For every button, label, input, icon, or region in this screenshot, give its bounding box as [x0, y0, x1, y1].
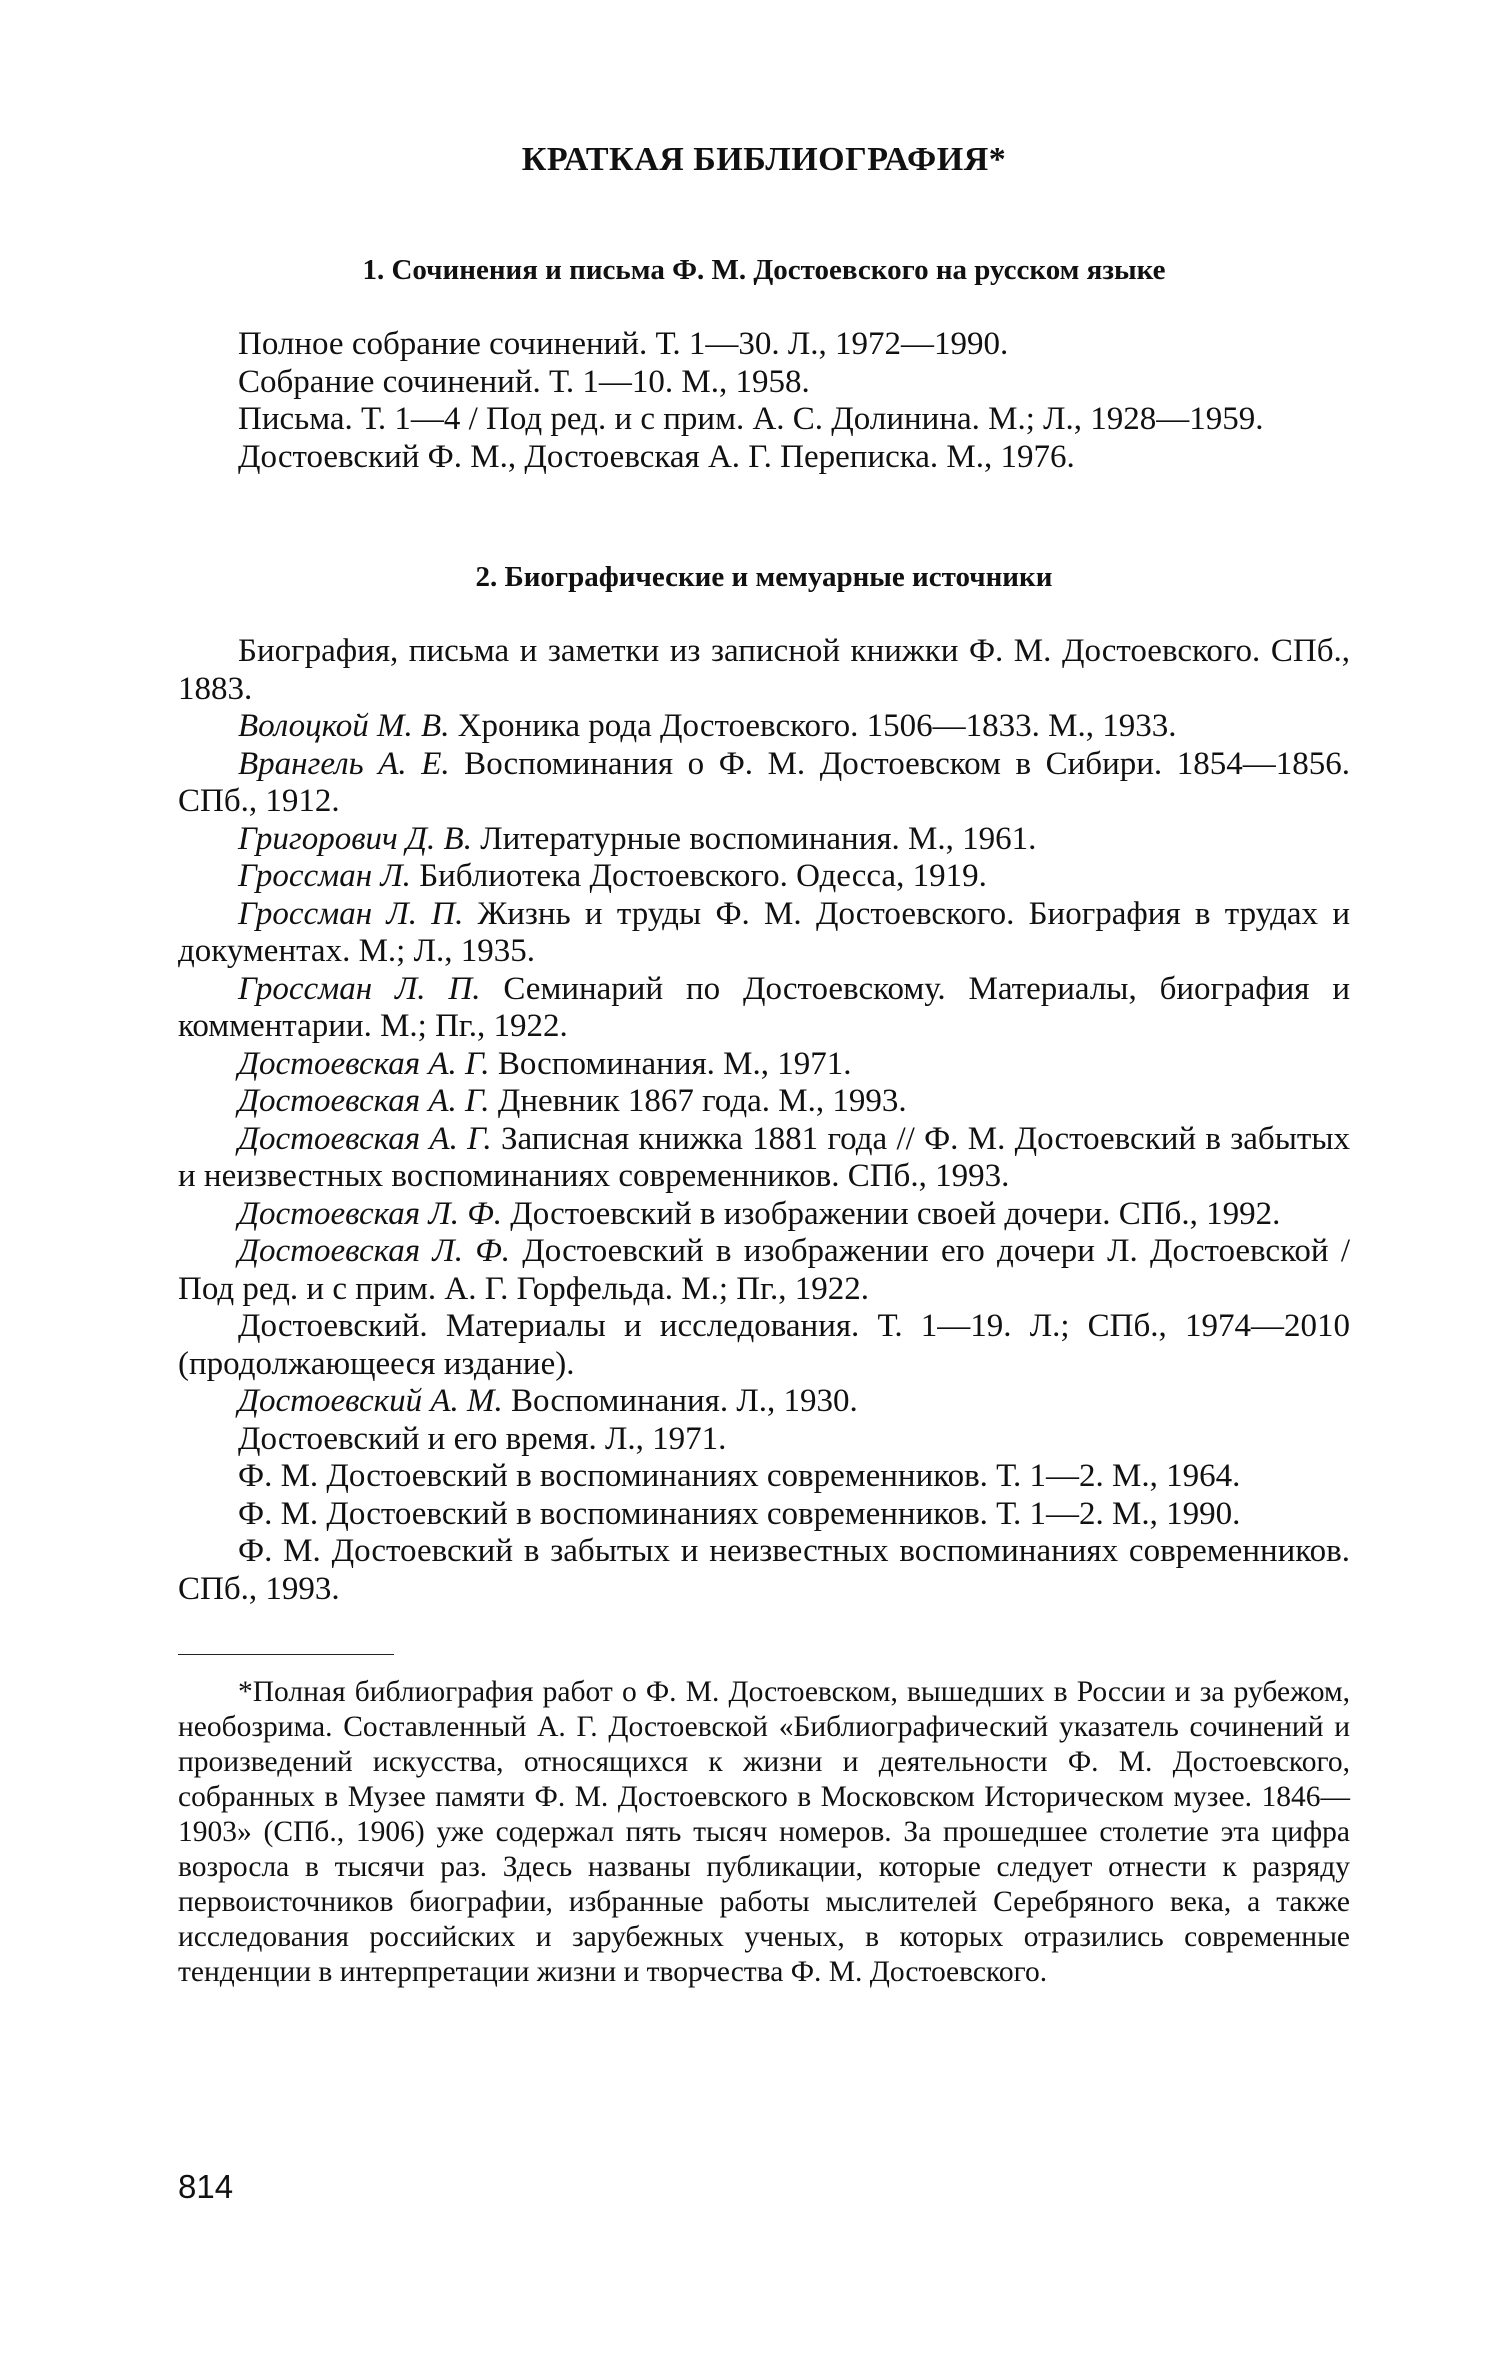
entry-text: Ф. М. Достоевский в воспоминаниях современников. Т. 1—2. М., 1964.: [238, 1458, 1241, 1494]
section-heading: 1. Сочинения и письма Ф. М. Достоевского на русском языке: [362, 254, 1166, 286]
entry-text: Полное собрание сочинений. Т. 1—30. Л., 1972—1990.: [238, 326, 1009, 362]
bibliography-entry: [178, 896, 1350, 971]
entry-author: Гроссман Л.: [238, 858, 411, 894]
entry-author: Григорович Д. В.: [238, 820, 472, 857]
entry-text: Библиотека Достоевского. Одесса, 1919.: [410, 858, 987, 894]
bibliography-entry: [178, 1233, 1350, 1308]
entry-author: Достоевская Л. Ф.: [238, 1195, 502, 1232]
bibliography-entry: [178, 1421, 1350, 1459]
bibliography-entry: [178, 1196, 1350, 1234]
entry-text: Воспоминания. М., 1971.: [489, 1045, 852, 1082]
entry-text: Жизнь и труды Ф. М. Достоевского. Биография в трудах и документах. М.; Л., 1935.: [178, 895, 1350, 969]
entry-text: Биография, письма и заметки из записной книжки Ф. М. Достоевского. СПб., 1883.: [178, 633, 1350, 707]
bibliography-list: [178, 326, 1350, 476]
entry-author: Достоевская А. Г.: [238, 1120, 492, 1157]
section-works: [178, 252, 1350, 476]
bibliography-entry: [178, 746, 1350, 821]
entry-author: Достоевская Л. Ф.: [238, 1233, 511, 1269]
entry-text: Достоевский и его время. Л., 1971.: [238, 1420, 727, 1457]
entry-text: Достоевский в изображении его дочери Л. Достоевской / Под ред. и с прим. А. Г. Горфельда. М.; Пг., 1922.: [178, 1233, 1351, 1307]
bibliography-entry: [178, 633, 1350, 708]
section-heading: 2. Биографические и мемуарные источники: [475, 561, 1053, 593]
entry-text: Хроника рода Достоевского. 1506—1833. М., 1933.: [449, 708, 1177, 744]
bibliography-entry: [178, 1533, 1350, 1608]
bibliography-entry: [178, 821, 1350, 859]
bibliography-entry: [178, 971, 1350, 1046]
entry-text: Достоевский Ф. М., Достоевская А. Г. Переписка. М., 1976.: [238, 438, 1075, 475]
entry-text: Ф. М. Достоевский в воспоминаниях современников. Т. 1—2. М., 1990.: [238, 1495, 1241, 1532]
book-page: [178, 140, 1350, 1990]
entry-author: Достоевская А. Г.: [238, 1083, 490, 1119]
entry-text: Ф. М. Достоевский в забытых и неизвестных воспоминаниях современников. СПб., 1993.: [178, 1533, 1350, 1607]
entry-author: Гроссман Л. П.: [238, 970, 481, 1007]
footnote-divider: [178, 1654, 394, 1655]
entry-author: Гроссман Л. П.: [238, 895, 464, 932]
bibliography-entry: [178, 1083, 1350, 1121]
entry-text: Семинарий по Достоевскому. Материалы, биография и комментарии. М.; Пг., 1922.: [178, 970, 1350, 1044]
entry-text: Литературные воспоминания. М., 1961.: [471, 820, 1037, 857]
bibliography-entry: [178, 708, 1350, 746]
entry-text: Записная книжка 1881 года // Ф. М. Достоевский в забытых и неизвестных воспоминаниях современников. СПб., 1993.: [178, 1120, 1350, 1194]
bibliography-entry: [178, 1046, 1350, 1084]
bibliography-entry: [178, 858, 1350, 896]
bibliography-entry: [178, 1383, 1350, 1421]
bibliography-entry: [178, 1496, 1350, 1534]
entry-author: Достоевский А. М.: [238, 1383, 503, 1419]
bibliography-entry: [178, 1121, 1350, 1196]
entry-author: Достоевская А. Г.: [238, 1045, 490, 1082]
footnote: *Полная библиография работ о Ф. М. Достоевском, вышедших в России и за рубежом, необозрима. Составленный А. Г. Достоевской «Библиографический указатель сочинений и произведений искусства, относящихся к жизни и деятельности Ф. М. Достоевского, собранных в Музее памяти Ф. М. Достоевского в Московском Историческом музее. 1846—1903» (СПб., 1906) уже содержал пять тысяч номеров. За прошедшее столетие эта цифра возросла в тысячи раз. Здесь названы публикации, которые следует отнести к разряду первоисточников биографии, избранные работы мыслителей Серебряного века, а также исследования российских и зарубежных ученых, в которых отразились современные тенденции в интерпретации жизни и творчества Ф. М. Достоевского.: [178, 1676, 1350, 1988]
entry-text: Воспоминания. Л., 1930.: [502, 1383, 858, 1419]
bibliography-entry: [178, 401, 1350, 439]
bibliography-entry: [178, 364, 1350, 402]
bibliography-entry: [178, 326, 1350, 364]
section-biographical-sources: [178, 559, 1350, 1608]
entry-author: Врангель А. Е.: [238, 745, 450, 782]
page-title: КРАТКАЯ БИБЛИОГРАФИЯ*: [521, 141, 1007, 178]
entry-text: Воспоминания о Ф. М. Достоевском в Сибири. 1854—1856. СПб., 1912.: [178, 745, 1350, 819]
entry-text: Дневник 1867 года. М., 1993.: [489, 1083, 907, 1119]
entry-text: Письма. Т. 1—4 / Под ред. и с прим. А. С. Долинина. М.; Л., 1928—1959.: [238, 401, 1264, 437]
bibliography-list: [178, 633, 1350, 1608]
bibliography-entry: [178, 1308, 1350, 1383]
page-number: 814: [178, 2168, 234, 2205]
entry-text: Достоевский. Материалы и исследования. Т. 1—19. Л.; СПб., 1974—2010 (продолжающееся издание).: [178, 1308, 1350, 1382]
bibliography-entry: [178, 439, 1350, 477]
bibliography-entry: [178, 1458, 1350, 1496]
entry-author: Волоцкой М. В.: [238, 708, 450, 744]
entry-text: Собрание сочинений. Т. 1—10. М., 1958.: [238, 363, 810, 400]
entry-text: Достоевский в изображении своей дочери. СПб., 1992.: [502, 1195, 1281, 1232]
